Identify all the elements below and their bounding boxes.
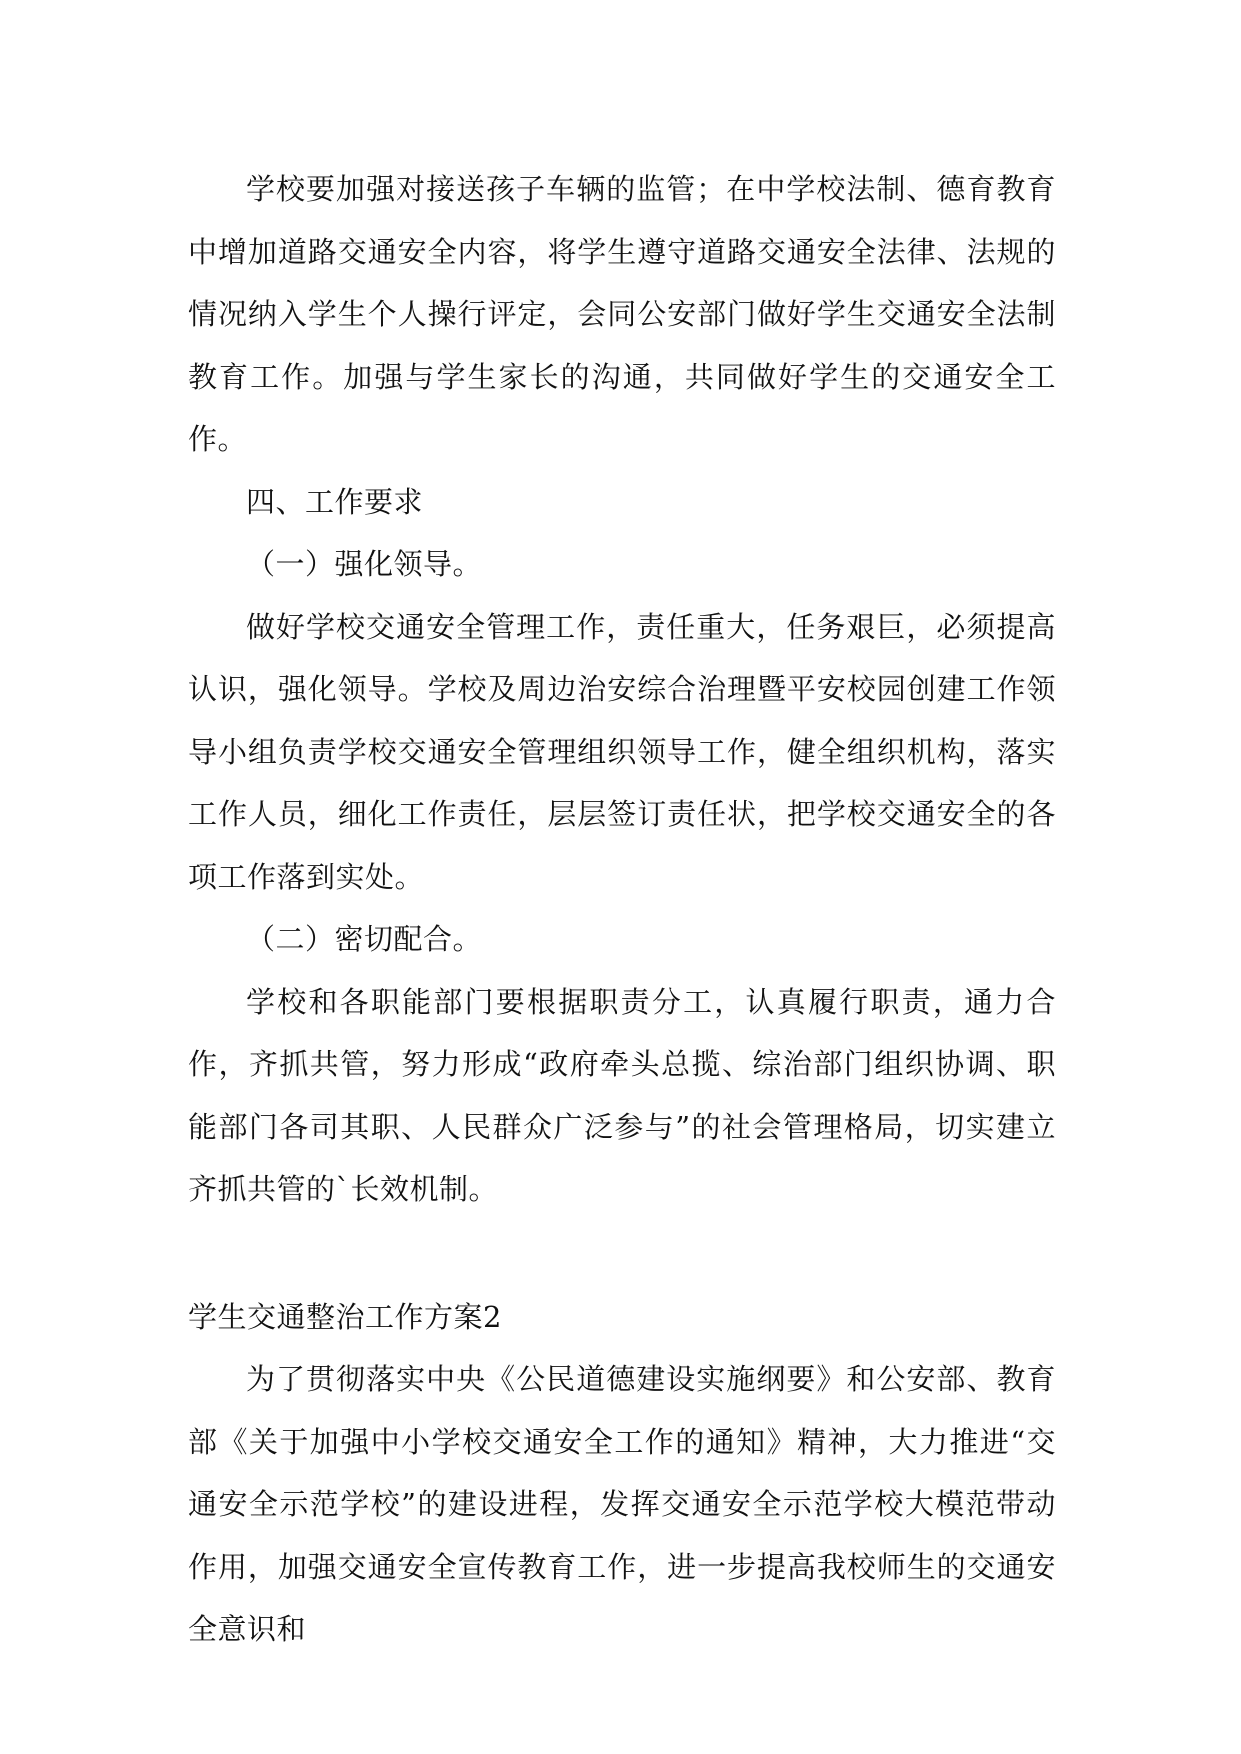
heading-work-requirements: 四、工作要求	[246, 484, 424, 519]
paragraph-supervision: 学校要加强对接送孩子车辆的监管；在中学校法制、德育教育中增加道路交通安全内容，将学生遵守道路交通安全法律、法规的情况纳入学生个人操行评定，会同公安部门做好学生交通安全法制教育工作。加强与学生家长的沟通，共同做好学生的交通安全工作。	[188, 172, 1056, 456]
section-gap	[188, 1221, 1056, 1286]
paragraph-plan-intro: 为了贯彻落实中央《公民道德建设实施纲要》和公安部、教育部《关于加强中小学校交通安全工作的通知》精神，大力推进“交通安全示范学校”的建设进程，发挥交通安全示范学校大模范带动作用，加强交通安全宣传教育工作，进一步提高我校师生的交通安全意识和	[188, 1362, 1056, 1646]
subheading-close-cooperation: （二）密切配合。	[246, 922, 483, 956]
subheading-strengthen-leadership: （一）强化领导。	[246, 547, 483, 581]
section-title: 学生交通整治工作方案2	[188, 1299, 502, 1334]
paragraph-cooperation: 学校和各职能部门要根据职责分工，认真履行职责，通力合作，齐抓共管，努力形成“政府牵头总揽、综治部门组织协调、职能部门各司其职、人民群众广泛参与”的社会管理格局，切实建立齐抓共管的`长效机制。	[188, 984, 1056, 1206]
document-body	[188, 158, 1056, 1661]
paragraph-leadership: 做好学校交通安全管理工作，责任重大，任务艰巨，必须提高认识，强化领导。学校及周边治安综合治理暨平安校园创建工作领导小组负责学校交通安全管理组织领导工作，健全组织机构，落实工作人员，细化工作责任，层层签订责任状，把学校交通安全的各项工作落到实处。	[188, 609, 1056, 894]
